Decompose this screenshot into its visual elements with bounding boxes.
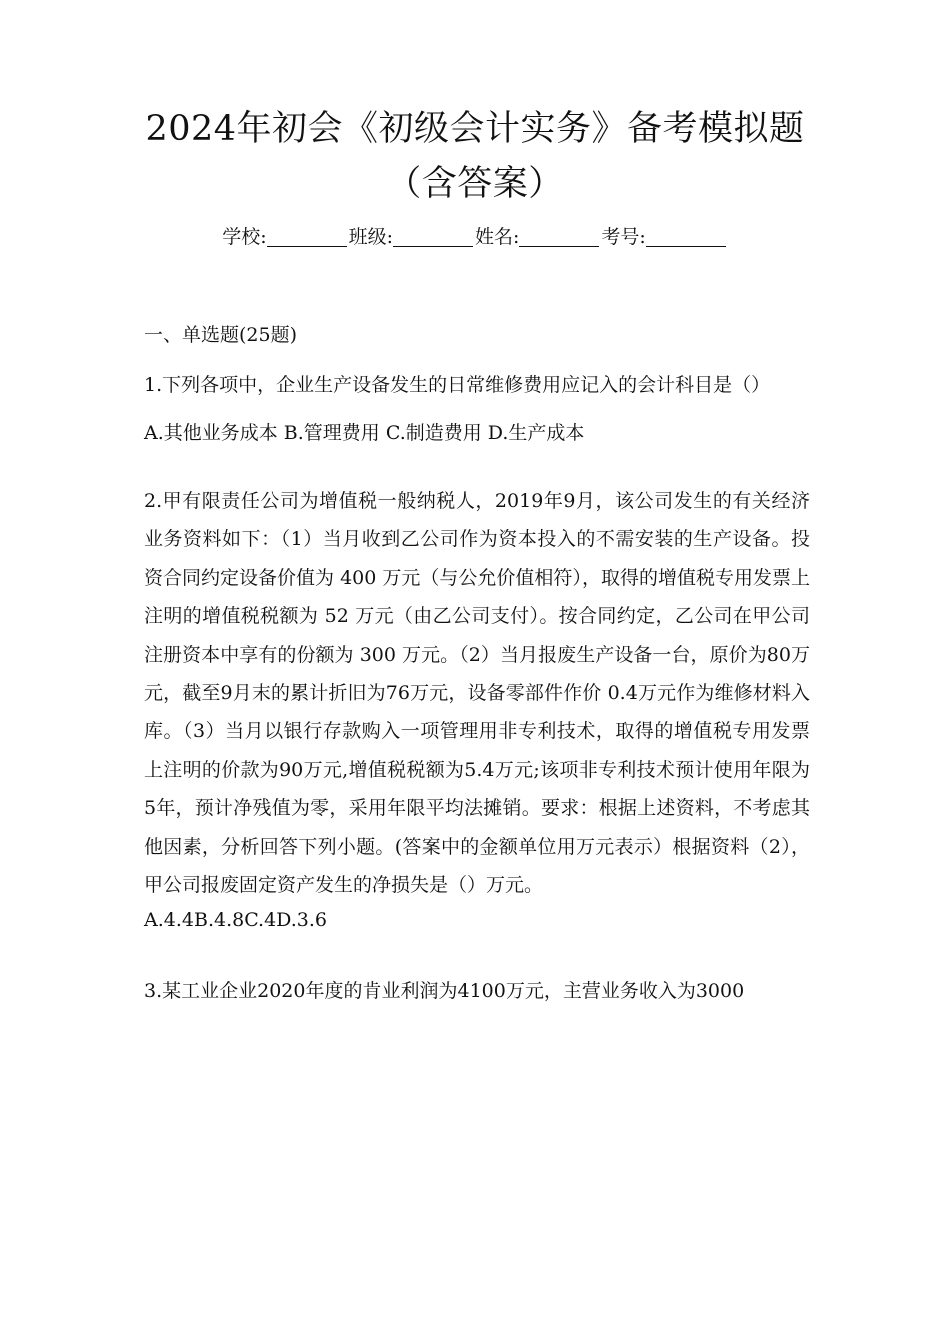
document-body	[144, 318, 810, 1010]
question-1-options: A.其他业务成本 B.管理费用 C.制造费用 D.生产成本	[144, 422, 585, 444]
school-field	[222, 222, 348, 252]
exam-id-blank	[646, 226, 726, 247]
class-field	[349, 222, 475, 252]
question-2-text: 2.甲有限责任公司为增值税一般纳税人，2019年9月，该公司发生的有关经济业务资料如下：（1）当月收到乙公司作为资本投入的不需安装的生产设备。投资合同约定设备价值为 400 万元（与公允价值相符），取得的增值税专用发票上注明的增值税税额为 52 万元（由乙公司支付）。按合同约定，乙公司在甲公司注册资本中享有的份额为 300 万元。（2）当月报废生产设备一台，原价为80万元，截至9月末的累计折旧为76万元，设备零部件作价 0.4万元作为维修材料入库。（3）当月以银行存款购入一项管理用非专利技术，取得的增值税专用发票上注明的价款为90万元,增值税税额为5.4万元;该项非专利技术预计使用年限为5年，预计净残值为零，采用年限平均法摊销。要求：根据上述资料，不考虑其他因素，分析回答下列小题。(答案中的金额单位用万元表示）根据资料（2），甲公司报废固定资产发生的净损失是（）万元。	[144, 490, 810, 897]
question-3-text: 3.某工业企业2020年度的肯业利润为4100万元，主营业务收入为3000	[144, 980, 745, 1003]
section-heading: 一、单选题(25题)	[144, 324, 298, 346]
class-label: 班级:	[348, 226, 393, 248]
school-blank	[267, 226, 347, 247]
student-info-line	[0, 222, 950, 252]
question-1-text: 1.下列各项中，企业生产设备发生的日常维修费用应记入的会计科目是（）	[144, 374, 771, 396]
question-2-options: A.4.4B.4.8C.4D.3.6	[144, 909, 327, 932]
name-blank	[519, 226, 599, 247]
exam-id-label: 考号:	[601, 226, 646, 248]
class-blank	[393, 226, 473, 247]
school-label: 学校:	[222, 226, 267, 248]
exam-id-field	[601, 222, 727, 252]
document-title: 2024年初会《初级会计实务》备考模拟题（含答案）	[145, 109, 805, 204]
name-label: 姓名:	[475, 226, 520, 248]
name-field	[475, 222, 601, 252]
